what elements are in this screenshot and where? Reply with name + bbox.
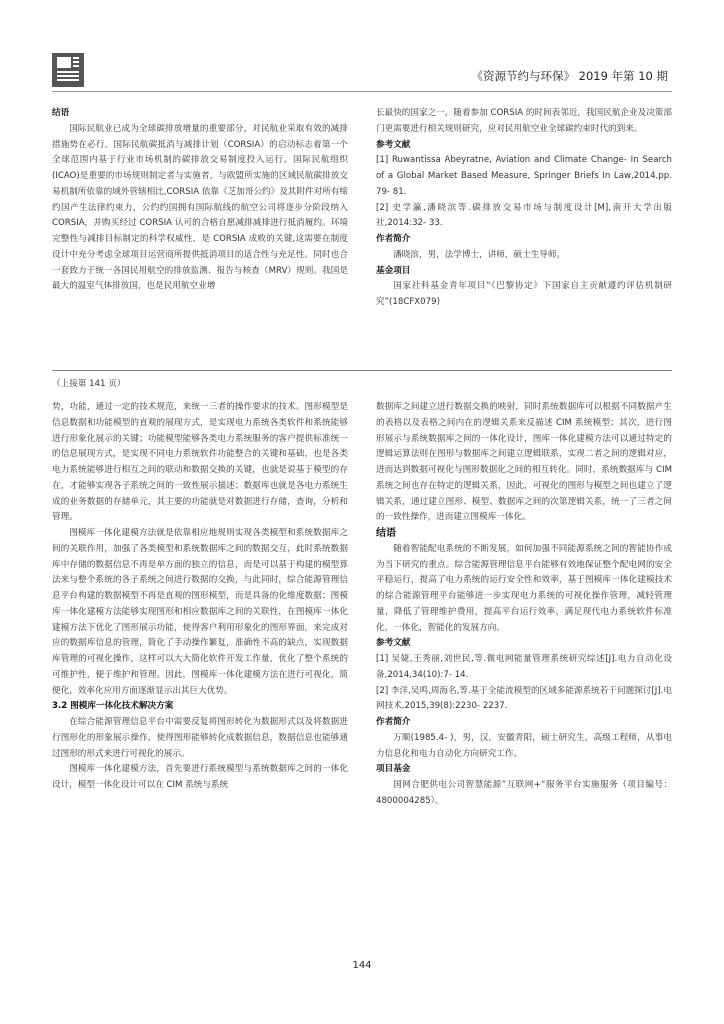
reference-item: [2] 李洋,吴鸣,周海名,等.基于全能流模型的区域多能源系统若干问题探讨[J].电网技术,2015,39(8):2230- 2237. — [376, 685, 672, 712]
author-heading: 作者简介 — [376, 717, 411, 727]
continued-note: （上接第 141 页） — [52, 379, 126, 389]
author-heading: 作者简介 — [376, 234, 411, 244]
author-bio: 潘晓滨，男，法学博士，讲师，硕士生导师。 — [393, 249, 566, 260]
header-rule — [52, 91, 672, 92]
references-heading: 参考文献 — [376, 638, 411, 649]
bottom-right-column — [376, 400, 672, 810]
conclusion-heading: 结语 — [52, 108, 70, 118]
conclusion-paragraph: 国际民航业已成为全球碳排放增量的重要部分，对民航业采取有效的减排措施势在必行。国际民航碳抵消与减排计划（CORSIA）的启动标志着第一个全球范围内基于行业市场机制的碳排放交易制度投入运行。国际民航组织(ICAO)是重要的市场规则制定者与实施者，与欧盟所实施的区域民航碳排放交易机制所依靠的域外管辖相比,CORSIA 依靠《芝加哥公约》及其附件对所有缔约国产生法律约束力，公约约国拥有国际航线的航空公司将逐步分阶段纳入 CORSIA，并购买经过 CORSIA 认可的合格自愿减排减排进行抵消履约。环境完整性与减排目标制定的科学权威性，是 CORSIA 成败的关键,这需要在制度设计中充分考虑全球项目运营商所提供抵消项目的适合性与充足性。同时也合一套致力于统一各国民用航空的排放监测、报告与核查（MRV）规则。我国是最大的温室气体排放国，也是民用航空业增 — [52, 123, 348, 292]
bottom-left-column — [52, 400, 348, 794]
top-left-column — [52, 106, 348, 295]
journal-header: 《资源节约与环保》 2019 年第 10 期 — [471, 69, 668, 83]
conclusion-continued: 长最快的国家之一，随着参加 CORSIA 的时间表邻近，我国民航企业及决策部门更需要进行相关规则研究，应对民用航空业全球碳约束时代的到来。 — [376, 108, 672, 134]
body-paragraph: 势，功能，通过一定的技术规范，来统一三者的操作要求的技术。图形模型是信息数据和功能模型的直观的展现方式，是实现电力系统各类软件和系统能够进行形象化展示的关键；功能模型能够各类电力系统服务的客户提供标准统一的信息展现方式，是实现不同电力系统软件功能整合的关键和基础，也是各类电力系统能够进行相互之间的联动和数据交换的关键，也就是说基于模型的存在，才能够实现各子系统之间的一致性展示描述；数据库也就是各电力系统生成的业务数据的存储单元，其主要的功能就是对数据进行存储，查询，分析和管理。 — [52, 402, 348, 523]
fund-text: 国家社科基金青年项目“《巴黎协定》下国家自主贡献遵约评估机制研究”(18CFX079) — [376, 281, 672, 307]
fund-heading: 项目基金 — [376, 764, 411, 775]
body-paragraph: 图模库一体化建模方法，首先要进行系统模型与系统数据库之间的一体化设计，模型一体化设计可以在 CIM 系统与系统 — [52, 764, 348, 790]
author-bio: 万顺(1985.4- )，男，汉，安徽青阳，硕士研究生，高级工程师，从事电力信息化和电力自动化方向研究工作。 — [376, 732, 672, 759]
body-paragraph: 图模库一体化建模方法就是依靠相应地规则实现各类模型和系统数据库之间的关联作用，加强了各类模型和系统数据库之间的数据交互，此时系统数据库中存储的数据信息不再是单方面的独立的信息，而是可以基于构建的模型算法来与整个系统的各子系统之间进行数据的交换，与此同时，综合能源管理信息平台构建的数据模型不再是直观的图形模型，而是具备的化维度数据；图模库一体化建模方法能够实现图形和相应数据库之间的关联性，在图模库一体化建模方法下优化了图形展示功能，使得客户利用形象化的图形界面，来完成对应的数据库信息的管理，简化了手动操作繁复，准确性不高的缺点，实现数据库管理的可视化操作，这样可以大大简化软件开发工作量，优化了整个系统的可维护性，便于维护和管理。因此，图模库一体化建模方法在进行可视化，简便化，效率化应用方面逐渐显示出其巨大优势。 — [52, 528, 348, 696]
page-number: 144 — [352, 960, 372, 971]
conclusion-heading: 结语 — [376, 528, 396, 539]
body-paragraph: 数据库之间建立进行数据交换的映射，同时系统数据库可以根据不同数据产生的表格以及表格之间内在的逻辑关系来反描述 CIM 系统模型；其次，进行图形展示与系统数据库之间的一体化设计，图库一体化建模方法可以通过特定的逻辑运算法则在图形与数据库之间建立逻辑联系，实现二者之间的逻辑对应，进而达到数据可视化与图形数据化之间的相互转化。同时，系统数据库与 CIM 系统之间也存在特定的逻辑关系，因此，可视化的图形与模型之间也建立了逻辑关系，通过建立图形、模型、数据库之间的次第逻辑关系，统一了三者之间的一致性操作，进而建立图模库一体化。 — [376, 402, 672, 523]
reference-item: [1] Ruwantissa Abeyratne, Aviation and Climate Change- In Search of a Global Market Based Measure, Springer Briefs In Law,2014,pp. 79- 81. — [376, 155, 672, 197]
top-right-column — [376, 106, 672, 311]
reference-item: [2] 史学瀛,潘晓滨等.碳排放交易市场与制度设计[M],南开大学出版社,2014:32- 33. — [376, 202, 672, 229]
fund-heading: 基金项目 — [376, 265, 411, 276]
document-icon — [52, 53, 84, 87]
body-paragraph: 在综合能源管理信息平台中需要反复将图形转化为数据形式以及将数据进行图形化的形象展示操作，使得图形能够转化成数据信息，数据信息也能够通过图形的形式来进行可视化的展示。 — [52, 717, 348, 759]
body-paragraph: 随着智能配电系统的不断发展，如何加强不同能源系统之间的智能协作成为当下研究的重点。综合能源管理信息平台能够有效地保证整个配电网的安全平稳运行，提高了电力系统的运行安全性和效率，基于图模库一体化建模技术的综合能源管理平台能够进一步实现电力系统的可视化操作管理，减轻管理量，降低了管理维护费用，提高平台运行效率，满足现代电力系统软件标准化，一体化，智能化的发展方向。 — [376, 543, 672, 633]
section-divider — [52, 370, 672, 371]
reference-item: [1] 吴婕,王秀丽,刘世民,等.微电网能量管理系统研究综述[J].电力自动化设备,2014,34(10):7- 14. — [376, 654, 672, 680]
references-heading: 参考文献 — [376, 139, 411, 150]
subsection-heading: 3.2 图模库一体化技术解决方案 — [52, 701, 174, 712]
fund-text: 国网合肥供电公司智慧能源”互联网+“服务平台实施服务（项目编号：4800004285）。 — [376, 780, 672, 806]
